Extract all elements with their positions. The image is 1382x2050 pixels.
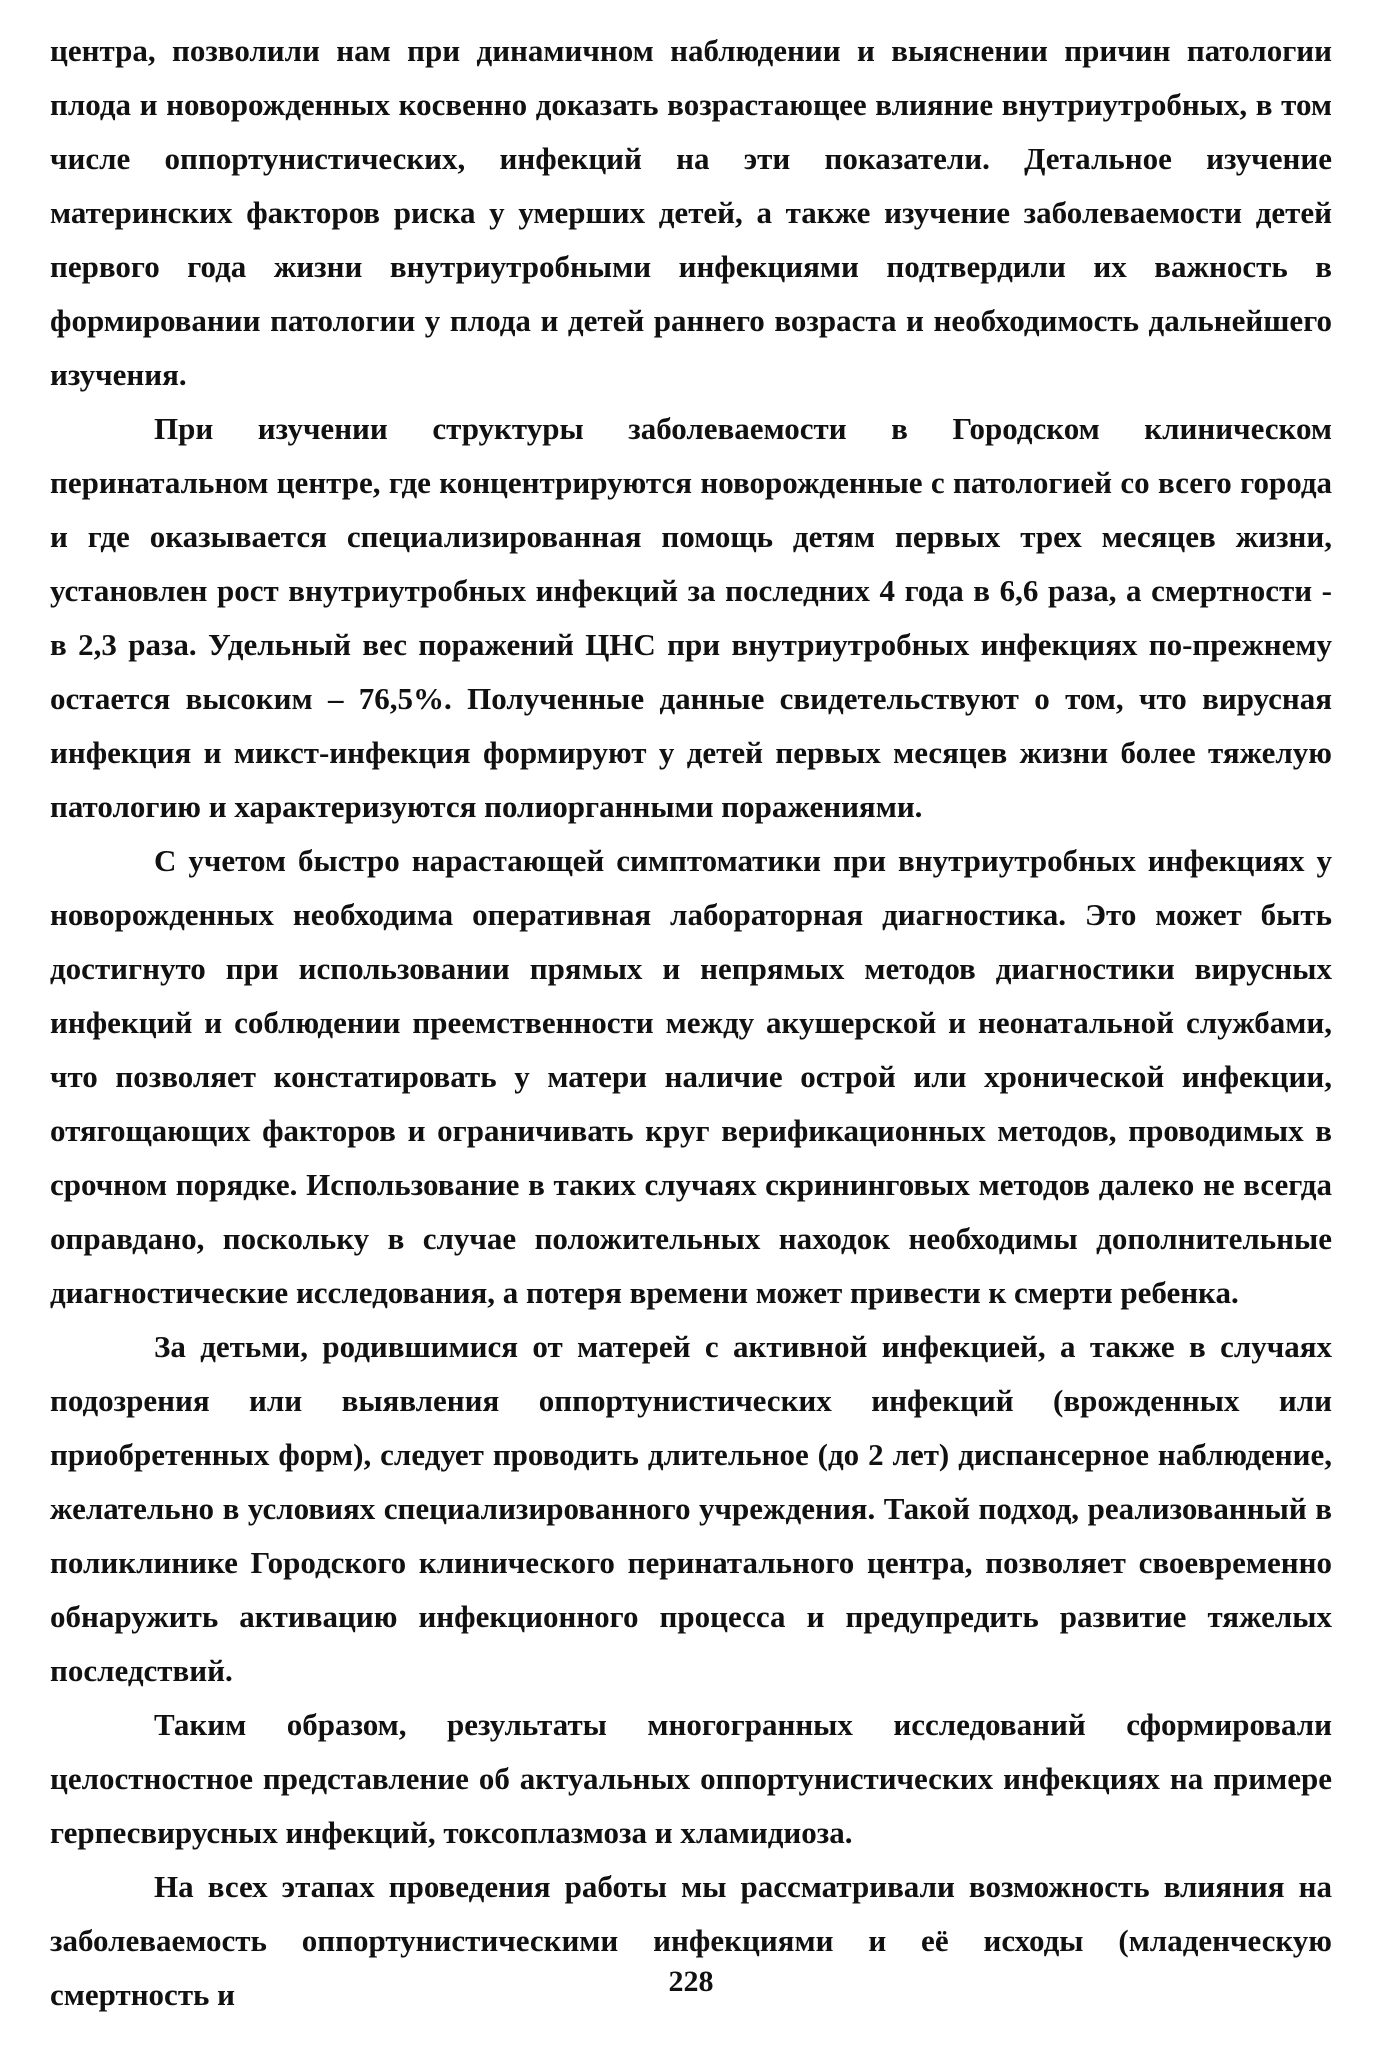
body-text bbox=[50, 24, 1332, 2022]
paragraph-4: За детьми, родившимися от матерей с активной инфекцией, а также в случаях подозрения или выявления оппортунистических инфекций (врожденных или приобретенных форм), следует проводить длительное (до 2 лет) диспансерное наблюдение, желательно в условиях специализированного учреждения. Такой подход, реализованный в поликлинике Городского клинического перинатального центра, позволяет своевременно обнаружить активацию инфекционного процесса и предупредить развитие тяжелых последствий. bbox=[50, 1329, 1332, 1688]
paragraph-5: Таким образом, результаты многогранных исследований сформировали целостностное представление об актуальных оппортунистических инфекциях на примере герпесвирусных инфекций, токсоплазмоза и хламидиоза. bbox=[50, 1707, 1332, 1850]
page-number: 228 bbox=[668, 1965, 714, 1998]
paragraph-6: На всех этапах проведения работы мы рассматривали возможность влияния на заболеваемость оппортунистическими инфекциями и её исходы (младенческую смертность и bbox=[50, 1869, 1332, 2012]
paragraph-1: центра, позволили нам при динамичном наблюдении и выяснении причин патологии плода и новорожденных косвенно доказать возрастающее влияние внутриутробных, в том числе оппортунистических, инфекций на эти показатели. Детальное изучение материнских факторов риска у умерших детей, а также изучение заболеваемости детей первого года жизни внутриутробными инфекциями подтвердили их важность в формировании патологии у плода и детей раннего возраста и необходимость дальнейшего изучения. bbox=[50, 33, 1332, 392]
paragraph-2: При изучении структуры заболеваемости в Городском клиническом перинатальном центре, где концентрируются новорожденные с патологией со всего города и где оказывается специализированная помощь детям первых трех месяцев жизни, установлен рост внутриутробных инфекций за последних 4 года в 6,6 раза, а смертности - в 2,3 раза. Удельный вес поражений ЦНС при внутриутробных инфекциях по-прежнему остается высоким – 76,5%. Полученные данные свидетельствуют о том, что вирусная инфекция и микст-инфекция формируют у детей первых месяцев жизни более тяжелую патологию и характеризуются полиорганными поражениями. bbox=[50, 411, 1332, 824]
paragraph-3: С учетом быстро нарастающей симптоматики при внутриутробных инфекциях у новорожденных необходима оперативная лабораторная диагностика. Это может быть достигнуто при использовании прямых и непрямых методов диагностики вирусных инфекций и соблюдении преемственности между акушерской и неонатальной службами, что позволяет констатировать у матери наличие острой или хронической инфекции, отягощающих факторов и ограничивать круг верификационных методов, проводимых в срочном порядке. Использование в таких случаях скрининговых методов далеко не всегда оправдано, поскольку в случае положительных находок необходимы дополнительные диагностические исследования, а потеря времени может привести к смерти ребенка. bbox=[50, 843, 1332, 1310]
